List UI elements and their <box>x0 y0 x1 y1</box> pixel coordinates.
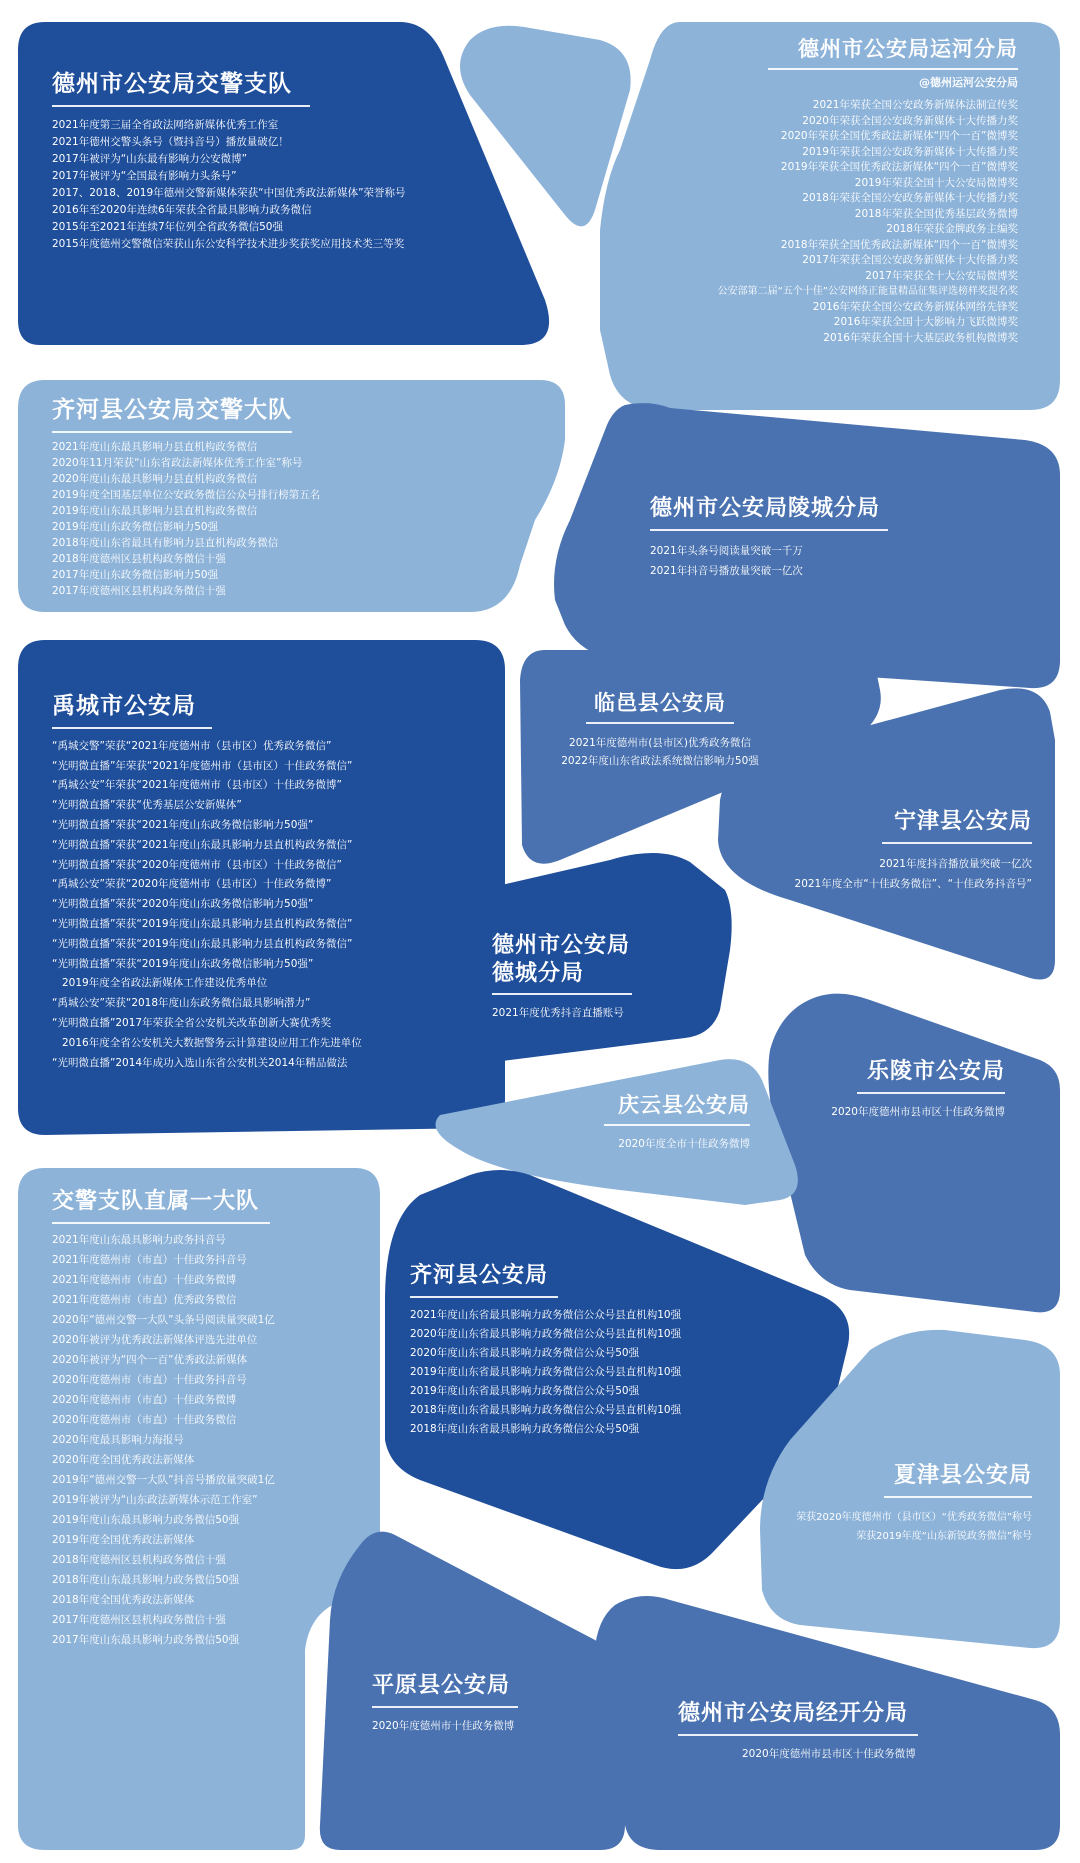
award-item: 2016年至2020年连续6年荣获全省最具影响力政务微信 <box>52 203 312 216</box>
award-item: 2021年度德州市（市直）优秀政务微信 <box>52 1293 237 1306</box>
award-list <box>52 117 522 253</box>
panel-qihe <box>410 1262 830 1439</box>
panel-pingyuan <box>372 1672 572 1735</box>
panel-title: 临邑县公安局 <box>594 691 726 715</box>
award-item: 2020年度德州市县市区十佳政务微博 <box>831 1105 1005 1118</box>
award-item: 2018年荣获全国优秀政法新媒体“四个一百”微博奖 <box>780 238 1018 251</box>
award-item: 2021年度第三届全省政法网络新媒体优秀工作室 <box>52 118 279 131</box>
award-item: 2021年度德州市(县市区)优秀政务微信 <box>569 737 751 750</box>
award-item: 2018年度德州区县机构政务微信十强 <box>52 552 226 565</box>
award-item: 2019年度山东省最具影响力政务微信公众号50强 <box>410 1384 640 1397</box>
award-item: “光明微直播”荣获“2021年度山东最具影响力县直机构政务微信” <box>52 838 353 851</box>
award-item: 2020年度山东省最具影响力政务微信公众号50强 <box>410 1346 640 1359</box>
award-item: 2022年度山东省政法系统微信影响力50强 <box>561 755 759 768</box>
title-underline <box>586 722 734 724</box>
panel-zhishu-yidadui <box>52 1188 372 1650</box>
panel-lingcheng <box>650 495 950 581</box>
panel-subtitle: @德州运河公安分局 <box>919 76 1018 90</box>
award-item: “光明微直播”荣获“2019年度山东政务微信影响力50强” <box>52 957 314 970</box>
panel-qihe-jiaojing <box>52 396 532 599</box>
award-list <box>52 737 492 1074</box>
title-underline <box>52 1222 270 1224</box>
award-item: 2020年度全市十佳政务微博 <box>618 1138 750 1151</box>
award-item: 2018年荣获全国优秀基层政务微博 <box>854 207 1018 220</box>
award-item: 2016年荣获全国公安政务新媒体网络先锋奖 <box>812 300 1018 313</box>
title-underline <box>650 529 888 531</box>
award-item: 2019年度山东政务微信影响力50强 <box>52 520 219 533</box>
award-item: 2021年度山东最具影响力政务抖音号 <box>52 1233 226 1246</box>
award-item: 2020年度德州市（市直）十佳政务微博 <box>52 1393 237 1406</box>
award-item: 2021年头条号阅读量突破一千万 <box>650 544 803 557</box>
award-item: 2017年被评为“全国最有影响力头条号” <box>52 169 237 182</box>
award-item: 2021年度优秀抖音直播账号 <box>492 1007 624 1019</box>
award-item: 2018年度山东省最具影响力政务微信公众号县直机构10强 <box>410 1403 682 1416</box>
award-item: 2019年被评为“山东政法新媒体示范工作室” <box>52 1493 258 1506</box>
award-item: “光明微直播”2014年成功入选山东省公安机关2014年精品做法 <box>52 1056 348 1069</box>
award-list <box>678 1746 968 1763</box>
award-item: “光明微直播”荣获“优秀基层公安新媒体” <box>52 799 242 812</box>
award-item: 2021年度抖音播放量突破一亿次 <box>879 857 1032 870</box>
award-item: 2020年荣获全国公安政务新媒体十大传播力奖 <box>802 114 1018 127</box>
title-underline <box>857 1092 1005 1094</box>
award-item: 2017年度德州区县机构政务微信十强 <box>52 584 226 597</box>
award-item: 2021年德州交警头条号（暨抖音号）播放量破亿！ <box>52 135 289 148</box>
award-list <box>560 1136 750 1153</box>
award-item: 2018年荣获金牌政务主编奖 <box>886 223 1018 236</box>
award-item: 2018年度全国优秀政法新媒体 <box>52 1593 195 1606</box>
award-item: 2018年度山东最具影响力政务微信50强 <box>52 1573 240 1586</box>
panel-jingkai <box>678 1700 968 1763</box>
panel-title: 夏津县公安局 <box>893 1463 1032 1488</box>
award-item: “光明微直播”荣获“2019年度山东最具影响力县直机构政务微信” <box>52 937 353 950</box>
award-list <box>492 1005 712 1022</box>
panel-title: 平原县公安局 <box>372 1673 511 1698</box>
title-underline <box>52 727 212 729</box>
award-list <box>640 98 1018 346</box>
award-item: 2019年度全国优秀政法新媒体 <box>52 1533 195 1546</box>
panel-decheng <box>492 932 712 1022</box>
award-item: 2017、2018、2019年德州交警新媒体荣获“中国优秀政法新媒体”荣誉称号 <box>52 186 406 199</box>
panel-title: 德州市公安局交警支队 <box>52 71 292 97</box>
award-item: 2018年度山东省最具影响力政务微信公众号50强 <box>410 1422 640 1435</box>
title-underline <box>678 1734 918 1736</box>
award-list <box>770 1508 1032 1546</box>
award-item: “禹城公安”荣获“2020年度德州市（县市区）十佳政务微博” <box>52 878 332 891</box>
panel-title-line2: 德城分局 <box>492 960 585 986</box>
award-item: “光明微直播”荣获“2019年度山东最具影响力县直机构政务微信” <box>52 917 353 930</box>
title-underline <box>410 1296 558 1298</box>
award-item: 2020年度德州市（市直）十佳政务抖音号 <box>52 1373 247 1386</box>
panel-title: 德州市公安局陵城分局 <box>650 496 881 521</box>
award-item: 2019年度山东最具影响力政务微信50强 <box>52 1513 240 1526</box>
panel-title: 庆云县公安局 <box>618 1093 750 1117</box>
award-item: 2017年被评为“山东最有影响力公安微博” <box>52 152 248 165</box>
award-item: 2017年度山东政务微信影响力50强 <box>52 568 219 581</box>
panel-title: 宁津县公安局 <box>893 809 1032 834</box>
award-item: 2019年荣获全国优秀政法新媒体“四个一百”微博奖 <box>780 161 1018 174</box>
panel-jiaojing-zhidui <box>52 70 522 253</box>
award-item: “光明微直播”年荣获“2021年度德州市（县市区）十佳政务微信” <box>52 759 353 772</box>
panel-title: 交警支队直属一大队 <box>52 1189 260 1214</box>
panel-title: 德州市公安局运河分局 <box>798 37 1018 61</box>
panel-title: 齐河县公安局交警大队 <box>52 397 292 423</box>
award-item: 公安部第二届“五个十佳”公安网络正能量精品征集评选榜样奖提名奖 <box>717 286 1018 298</box>
award-item: 2020年度德州市（市直）十佳政务微信 <box>52 1413 237 1426</box>
panel-leling <box>790 1058 1005 1121</box>
panel-title-line1: 德州市公安局 <box>492 933 631 958</box>
award-item: “光明微直播”荣获“2021年度山东政务微信影响力50强” <box>52 818 314 831</box>
award-item: 2019年度山东省最具影响力政务微信公众号县直机构10强 <box>410 1365 682 1378</box>
title-underline <box>372 1706 518 1708</box>
award-item: 2021年抖音号播放量突破一亿次 <box>650 564 803 577</box>
title-underline <box>884 1496 1032 1498</box>
award-item: 2018年度德州区县机构政务微信十强 <box>52 1553 226 1566</box>
panel-title: 乐陵市公安局 <box>866 1059 1005 1084</box>
award-item: 2020年“德州交警一大队”头条号阅读量突破1亿 <box>52 1313 275 1326</box>
award-item: 2020年度山东省最具影响力政务微信公众号县直机构10强 <box>410 1327 682 1340</box>
award-item: 2021年度山东省最具影响力政务微信公众号县直机构10强 <box>410 1308 682 1321</box>
award-item: “禹城公安”荣获“2018年度山东政务微信最具影响潜力” <box>52 997 311 1010</box>
award-item: 2020年度德州市十佳政务微博 <box>372 1719 515 1732</box>
award-item: 2016年度全省公安机关大数据警务云计算建设应用工作先进单位 <box>62 1036 362 1049</box>
award-list <box>525 734 795 770</box>
award-list <box>52 439 532 599</box>
award-item: 2020年度山东最具影响力县直机构政务微信 <box>52 472 258 485</box>
title-underline <box>604 1124 750 1126</box>
award-item: 2020年度全国优秀政法新媒体 <box>52 1453 195 1466</box>
award-item: 2017年度德州区县机构政务微信十强 <box>52 1613 226 1626</box>
award-item: 2020年度德州市县市区十佳政务微博 <box>742 1747 916 1760</box>
panel-title: 德州市公安局经开分局 <box>678 1701 909 1726</box>
panel-title: 禹城市公安局 <box>52 693 196 719</box>
award-item: “禹城交警”荣获“2021年度德州市（县市区）优秀政务微信” <box>52 739 332 752</box>
title-underline <box>492 993 632 995</box>
panel-xiajin <box>770 1462 1032 1546</box>
award-item: 2020年荣获全国优秀政法新媒体“四个一百”微博奖 <box>780 130 1018 143</box>
award-item: 2019年度全省政法新媒体工作建设优秀单位 <box>62 977 268 990</box>
award-item: 2017年度山东最具影响力政务微信50强 <box>52 1633 240 1646</box>
award-item: 2016年荣获全国十大影响力飞跃微博奖 <box>833 316 1018 329</box>
award-list <box>720 854 1032 894</box>
award-list <box>372 1718 572 1735</box>
award-item: 2017年荣获全国公安政务新媒体十大传播力奖 <box>802 254 1018 267</box>
award-item: 2017年荣获全十大公安局微博奖 <box>865 269 1018 282</box>
award-item: 荣获2020年度德州市（县市区）“优秀政务微信”称号 <box>796 1511 1032 1523</box>
award-item: 2019年荣获全国公安政务新媒体十大传播力奖 <box>802 145 1018 158</box>
award-item: 2021年度德州市（市直）十佳政务抖音号 <box>52 1253 247 1266</box>
panel-linyi <box>525 690 795 770</box>
award-item: “禹城公安”年荣获“2021年度德州市（县市区）十佳政务微博” <box>52 779 342 792</box>
award-item: 2021年度山东最具影响力县直机构政务微信 <box>52 440 258 453</box>
award-item: 2021年荣获全国公安政务新媒体法制宣传奖 <box>812 99 1018 112</box>
award-item: 2018年度山东省最具有影响力县直机构政务微信 <box>52 536 279 549</box>
award-list <box>410 1306 830 1439</box>
award-list <box>52 1230 372 1650</box>
award-item: “光明微直播”荣获“2020年度德州市（县市区）十佳政务微信” <box>52 858 342 871</box>
award-item: “光明微直播”荣获“2020年度山东政务微信影响力50强” <box>52 898 314 911</box>
panel-ningjin <box>720 808 1032 894</box>
title-underline <box>52 105 310 107</box>
award-item: 2021年度全市“十佳政务微信”、“十佳政务抖音号” <box>794 877 1032 890</box>
award-item: “光明微直播”2017年荣获全省公安机关改革创新大赛优秀奖 <box>52 1016 332 1029</box>
award-item: 2016年荣获全国十大基层政务机构微博奖 <box>823 331 1018 344</box>
award-item: 2019年“德州交警一大队”抖音号播放量突破1亿 <box>52 1473 275 1486</box>
award-item: 2020年11月荣获“山东省政法新媒体优秀工作室”称号 <box>52 456 303 469</box>
award-item: 2015年度德州交警微信荣获山东公安科学技术进步奖获奖应用技术类三等奖 <box>52 237 405 250</box>
award-item: 2019年荣获全国十大公安局微博奖 <box>854 176 1018 189</box>
award-item: 2020年被评为优秀政法新媒体评选先进单位 <box>52 1333 258 1346</box>
award-list <box>650 541 950 581</box>
award-item: 2015年至2021年连续7年位列全省政务微信50强 <box>52 220 283 233</box>
award-item: 2020年被评为“四个一百”优秀政法新媒体 <box>52 1353 248 1366</box>
panel-yunhe <box>640 36 1018 346</box>
award-item: 荣获2019年度“山东新锐政务微信”称号 <box>856 1530 1032 1542</box>
title-underline <box>768 68 1018 70</box>
award-item: 2020年度最具影响力海报号 <box>52 1433 184 1446</box>
award-item: 2019年度山东最具影响力县直机构政务微信 <box>52 504 258 517</box>
title-underline <box>882 842 1032 844</box>
award-list <box>790 1104 1005 1121</box>
panel-title: 齐河县公安局 <box>410 1263 549 1288</box>
title-underline <box>52 431 292 433</box>
award-item: 2018年荣获全国公安政务新媒体十大传播力奖 <box>802 192 1018 205</box>
panel-qingyun <box>560 1092 750 1153</box>
award-item: 2021年度德州市（市直）十佳政务微博 <box>52 1273 237 1286</box>
award-item: 2019年度全国基层单位公安政务微信公众号排行榜第五名 <box>52 488 321 501</box>
panel-yucheng <box>52 692 492 1073</box>
